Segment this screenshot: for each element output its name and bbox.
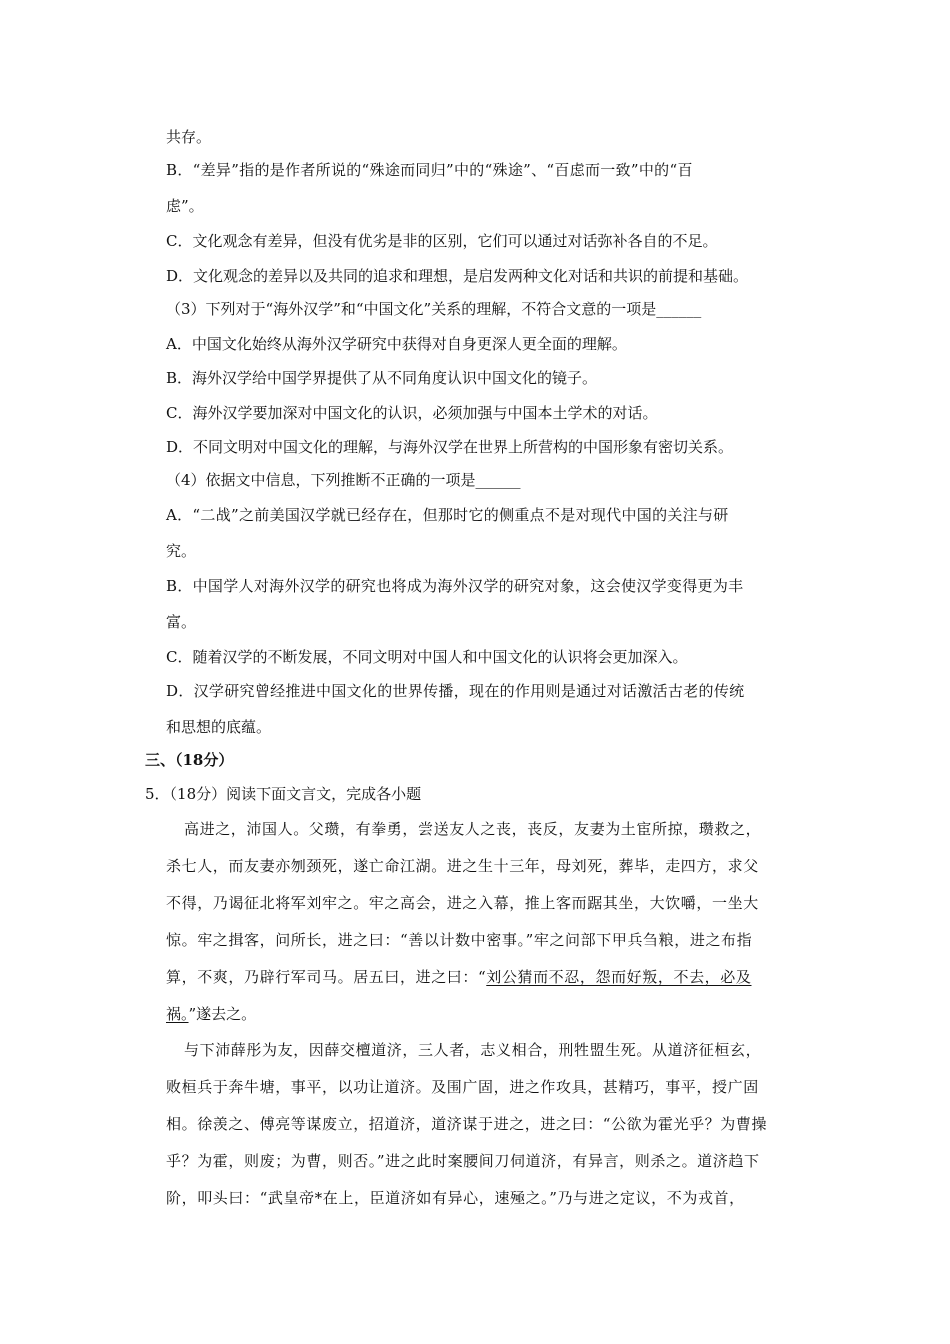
- passage-text: 算，不爽，乃辟行军司马。居五曰，进之曰：“: [166, 968, 487, 986]
- q4-option-a: A．“二战”之前美国汉学就已经存在，但那时它的侧重点不是对现代中国的关注与研: [166, 506, 729, 524]
- q2-option-b-cont: 虑”。: [166, 197, 204, 215]
- passage-p1-line-6: [166, 1004, 256, 1024]
- passage-p2-line-2: 败桓兵于奔牛塘，事平，以功让道济。及围广固，进之作攻具，甚精巧，事平，授广固: [166, 1078, 759, 1096]
- underlined-sentence: 刘公猜而不忍，怨而好叛，不去，必及: [486, 968, 752, 986]
- passage-p2-line-1: 与下沛薛彤为友，因薛交檀道济，三人者，志义相合，刑牲盟生死。从道济征桓玄，: [184, 1041, 762, 1059]
- passage-p1-line-3: 不得，乃谒征北将军刘牢之。牢之高会，进之入幕，推上客而踞其坐，大饮嚼，一坐大: [166, 894, 759, 912]
- passage-p1-line-5: [166, 967, 751, 987]
- q2-option-c: C．文化观念有差异，但没有优劣是非的区别，它们可以通过对话弥补各自的不足。: [166, 232, 718, 250]
- q3-option-d: D．不同文明对中国文化的理解，与海外汉学在世界上所营构的中国形象有密切关系。: [166, 438, 734, 456]
- passage-p1-line-4: 惊。牢之揖客，问所长，进之曰：“善以计数中密事。”牢之问部下甲兵刍粮，进之布指: [166, 931, 753, 949]
- passage-p2-line-4: 乎？为霍，则废；为曹，则否。”进之此时案腰间刀伺道济，有异言，则杀之。道济趋下: [166, 1152, 760, 1170]
- section-heading: 三、（18分）: [145, 751, 234, 769]
- q2-option-b: B．“差异”指的是作者所说的“殊途而同归”中的“殊途”、“百虑而一致”中的“百: [166, 161, 693, 179]
- passage-p2-line-3: 相。徐羡之、傅亮等谋废立，招道济，道济谋于进之，进之曰：“公欲为霍光乎？为曹操: [166, 1115, 768, 1133]
- q3-stem: （3）下列对于“海外汉学”和“中国文化”关系的理解，不符合文意的一项是______: [166, 300, 702, 318]
- q4-option-d-cont: 和思想的底蕴。: [166, 718, 272, 736]
- passage-text: ”遂去之。: [188, 1005, 257, 1023]
- q4-option-a-cont: 究。: [166, 542, 197, 560]
- q4-stem: （4）依据文中信息，下列推断不正确的一项是______: [166, 471, 521, 489]
- q4-option-b: B．中国学人对海外汉学的研究也将成为海外汉学的研究对象，这会使汉学变得更为丰: [166, 577, 744, 595]
- q4-option-c: C．随着汉学的不断发展，不同文明对中国人和中国文化的认识将会更加深入。: [166, 648, 688, 666]
- q3-option-b: B．海外汉学给中国学界提供了从不同角度认识中国文化的镜子。: [166, 369, 598, 387]
- q4-option-d: D．汉学研究曾经推进中国文化的世界传播，现在的作用则是通过对话激活古老的传统: [166, 682, 745, 700]
- q4-option-b-cont: 富。: [166, 613, 197, 631]
- q3-option-c: C．海外汉学要加深对中国文化的认识，必须加强与中国本土学术的对话。: [166, 404, 658, 422]
- q2-option-a-tail: 共存。: [166, 128, 212, 146]
- underlined-sentence-end: 祸。: [166, 1005, 189, 1023]
- q2-option-d: D．文化观念的差异以及共同的追求和理想，是启发两种文化对话和共识的前提和基础。: [166, 267, 749, 285]
- passage-p1-line-2: 杀七人，而友妻亦刎颈死，遂亡命江湖。进之生十三年，母刘死，葬毕，走四方，求父: [166, 857, 759, 875]
- passage-p2-line-5: 阶，叩头曰：“武皇帝*在上，臣道济如有异心，速殛之。”乃与进之定议，不为戎首，: [166, 1189, 745, 1207]
- passage-p1-line-1: 高进之，沛国人。父瓒，有拳勇，尝送友人之丧，丧反，友妻为土宦所掠，瓒救之，: [184, 820, 762, 838]
- question-5-stem: 5．（18分）阅读下面文言文，完成各小题: [145, 785, 422, 803]
- q3-option-a: A．中国文化始终从海外汉学研究中获得对自身更深人更全面的理解。: [166, 335, 627, 353]
